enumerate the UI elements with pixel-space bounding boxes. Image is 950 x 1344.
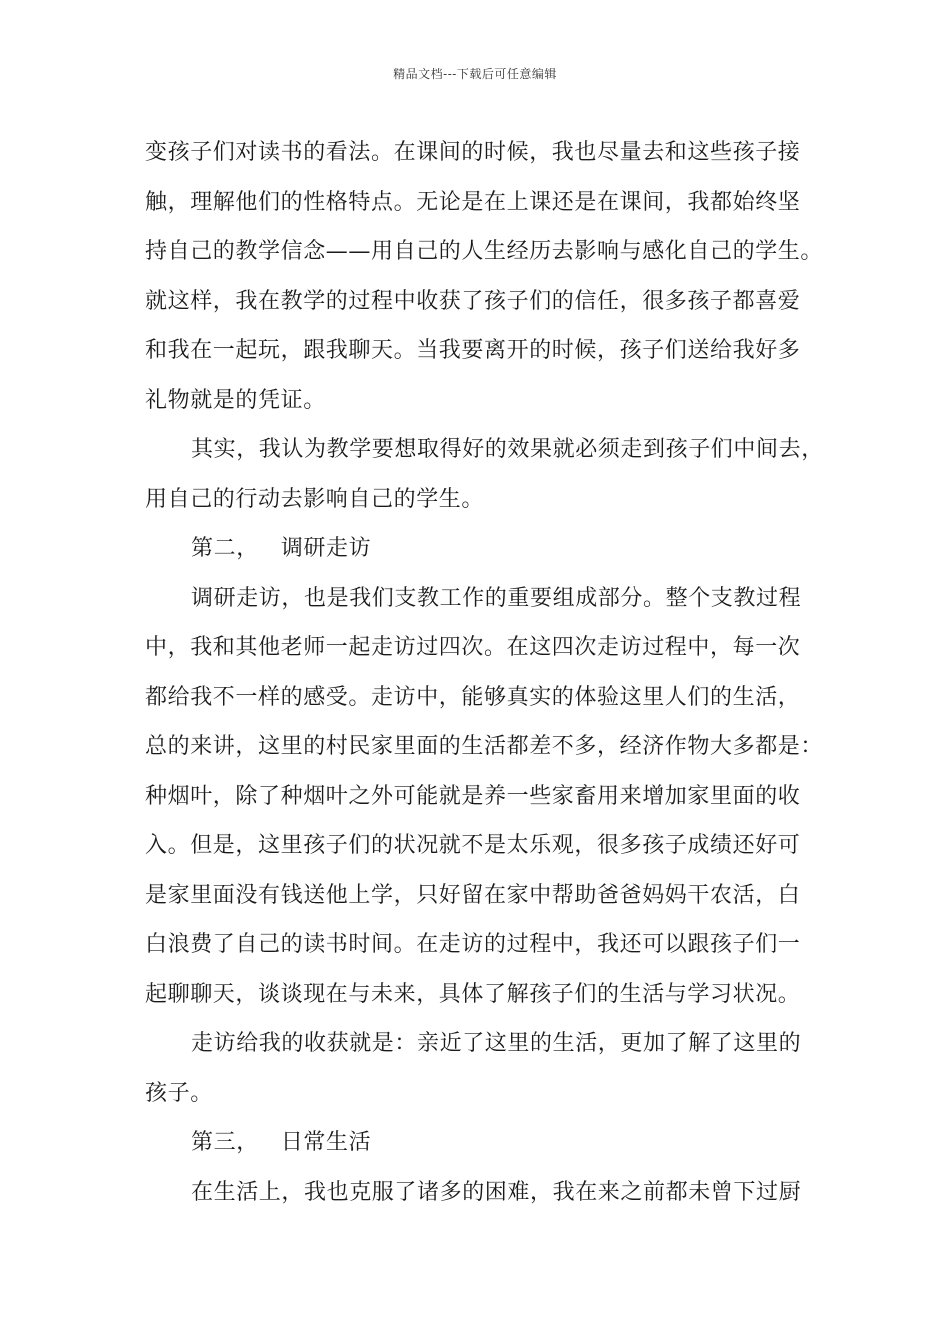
section-number: 第二， xyxy=(191,536,259,561)
paragraph-line: 礼物就是的凭证。 xyxy=(145,387,326,413)
document-body xyxy=(145,128,825,1217)
section-heading-third xyxy=(145,1118,825,1168)
paragraph-line: 是家里面没有钱送他上学，只好留在家中帮助爸爸妈妈干农活，白 xyxy=(145,882,801,908)
paragraph-line: 白浪费了自己的读书时间。在走访的过程中，我还可以跟孩子们一 xyxy=(145,932,801,957)
paragraph-line: 起聊聊天，谈谈现在与未来，具体了解孩子们的生活与学习状况。 xyxy=(145,981,801,1007)
paragraph-line: 变孩子们对读书的看法。在课间的时候，我也尽量去和这些孩子接 xyxy=(145,140,801,165)
section-title: 调研走访 xyxy=(280,536,372,561)
paragraph-line: 调研走访，也是我们支教工作的重要组成部分。整个支教过程 xyxy=(191,585,802,611)
paragraph-line: 孩子。 xyxy=(145,1080,213,1106)
paragraph-line: 就这样，我在教学的过程中收获了孩子们的信任，很多孩子都喜爱 xyxy=(145,288,801,314)
paragraph-line: 入。但是，这里孩子们的状况就不是太乐观，很多孩子成绩还好可 xyxy=(145,833,801,858)
paragraph-line: 用自己的行动去影响自己的学生。 xyxy=(145,486,485,512)
page-header: 精品文档---下载后可任意编辑 xyxy=(393,67,557,81)
section-heading-second xyxy=(145,524,825,574)
paragraph-line: 都给我不一样的感受。走访中，能够真实的体验这里人们的生活， xyxy=(145,684,801,710)
paragraph-line: 和我在一起玩，跟我聊天。当我要离开的时候，孩子们送给我好多 xyxy=(145,338,801,363)
paragraph-line: 总的来讲，这里的村民家里面的生活都差不多，经济作物大多都是： xyxy=(145,734,824,759)
paragraph-line: 中，我和其他老师一起走访过四次。在这四次走访过程中，每一次 xyxy=(145,635,801,660)
section-title: 日常生活 xyxy=(280,1130,372,1155)
paragraph-line: 触，理解他们的性格特点。无论是在上课还是在课间，我都始终坚 xyxy=(145,189,801,215)
section-number: 第三， xyxy=(191,1130,259,1155)
paragraph-line: 持自己的教学信念——用自己的人生经历去影响与感化自己的学生。 xyxy=(145,239,824,264)
paragraph-line: 走访给我的收获就是：亲近了这里的生活，更加了解了这里的 xyxy=(191,1031,802,1056)
paragraph-line: 其实，我认为教学要想取得好的效果就必须走到孩子们中间去， xyxy=(191,437,824,462)
paragraph-line: 种烟叶，除了种烟叶之外可能就是养一些家畜用来增加家里面的收 xyxy=(145,783,801,809)
paragraph-line: 在生活上，我也克服了诸多的困难，我在来之前都未曾下过厨 xyxy=(191,1179,802,1205)
